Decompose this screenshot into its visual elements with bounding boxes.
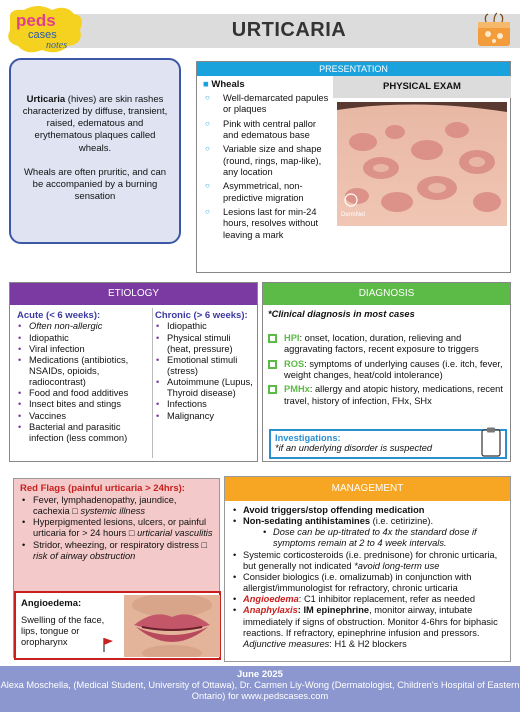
- angioedema-box: [14, 591, 221, 660]
- angioedema-lips-photo: [124, 595, 220, 657]
- title-bar: [58, 14, 520, 48]
- chronic-cause-item: • Physical stimuli (heat, pressure): [155, 333, 255, 355]
- column-divider: [152, 308, 153, 458]
- red-flag-item: [20, 517, 213, 539]
- management-panel: [224, 476, 511, 662]
- acute-title: Acute (< 6 weeks):: [17, 310, 101, 321]
- acute-cause-item: • Viral infection: [17, 344, 151, 355]
- investigations-box: [269, 429, 507, 459]
- history-item: [268, 333, 505, 356]
- chronic-cause-item: • Autoimmune (Lupus, Thyroid disease): [155, 377, 255, 399]
- management-item: • Angioedema: C1 inhibitor replacement, refer as needed: [233, 594, 504, 605]
- history-key: PMHx: [284, 384, 310, 395]
- acute-cause-item: • Medications (antibiotics, NSAIDs, opioids, radiocontrast): [17, 355, 151, 388]
- acute-cause-item: • Vaccines: [17, 411, 151, 422]
- header: [0, 0, 520, 62]
- chronic-list: [155, 321, 255, 421]
- management-item: • Anaphylaxis: IM epinephrine, monitor airway, intubate immediately if signs of obstruction. Monitor 4-6hrs for biphasic reactions. If refractory, epinephrine infusion and pressors. Adjunctive measures: H1 & H2 blockers: [233, 605, 504, 650]
- wheals-list: [203, 93, 329, 241]
- history-item: [268, 384, 505, 407]
- clipboard-icon: [481, 427, 501, 457]
- management-subitem: • Dose can be up-titrated to 4x the standard dose if symptoms remain at 2 to 4 week intervals.: [233, 527, 504, 549]
- history-text: : onset, location, duration, relieving and aggravating factors, recent exposure to triggers: [284, 333, 479, 355]
- presentation-panel: [196, 61, 511, 273]
- diagnosis-heading: DIAGNOSIS: [263, 283, 510, 305]
- chronic-cause-item: • Idiopathic: [155, 321, 255, 332]
- management-item: • Non-sedating antihistamines (i.e. cetirizine).: [233, 516, 504, 527]
- wheals-label: ■ Wheals: [203, 79, 245, 90]
- management-list: [225, 501, 510, 650]
- clinical-diagnosis-note: *Clinical diagnosis in most cases: [268, 309, 415, 319]
- chronic-column: [155, 310, 255, 422]
- pedscases-logo: [4, 2, 88, 58]
- etiology-heading: ETIOLOGY: [10, 283, 257, 305]
- management-heading: MANAGEMENT: [225, 477, 510, 501]
- red-flag-cause: risk of airway obstruction: [33, 550, 136, 561]
- management-item: • Consider biologics (i.e. omalizumab) in conjunction with allergist/immunologist for refractory, chronic urticaria: [233, 572, 504, 594]
- presentation-heading: PRESENTATION: [197, 62, 510, 76]
- diagnosis-panel: [262, 282, 511, 462]
- physical-exam-heading: PHYSICAL EXAM: [333, 76, 511, 98]
- red-flag-text: Hyperpigmented lesions, ulcers, or painful urticaria for > 24 hours □: [33, 517, 207, 539]
- footer-date: June 2025: [237, 669, 283, 680]
- intro-definition: Urticaria (hives) are skin rashes characterized by diffuse, transient, raised, edematous and erythematous plaques called wheals.: [22, 94, 168, 154]
- management-item: • Systemic corticosteroids (i.e. prednisone) for chronic urticaria, but generally not indicated *avoid long-term use: [233, 550, 504, 572]
- wheals-list-item: ○ Pink with central pallor and edematous base: [203, 119, 329, 142]
- etiology-panel: [9, 282, 258, 462]
- management-item: • Avoid triggers/stop offending medication: [233, 505, 504, 516]
- intro-box: [9, 58, 181, 244]
- intro-symptoms: Wheals are often pruritic, and can be accompanied by a burning sensation: [23, 166, 167, 203]
- angioedema-title: Angioedema:: [21, 598, 82, 609]
- chronic-cause-item: • Emotional stimuli (stress): [155, 355, 255, 377]
- dermnet-watermark: DermNet: [341, 212, 366, 218]
- logo-word-cases: cases: [28, 29, 57, 41]
- wheals-list-item: ○ Variable size and shape (round, rings, map-like), any location: [203, 144, 329, 178]
- checkbox-icon: [268, 334, 277, 343]
- acute-cause-item: • Often non-allergic: [17, 321, 151, 332]
- red-flag-item: [20, 495, 213, 517]
- red-flags-list: [20, 495, 213, 562]
- acute-cause-item: • Insect bites and stings: [17, 399, 151, 410]
- investigations-title: Investigations:: [275, 433, 341, 443]
- wheals-list-item: ○ Lesions last for min-24 hours, resolves without leaving a mark: [203, 207, 329, 241]
- red-flag-item: [20, 540, 213, 562]
- red-flag-cause: urticarial vasculitis: [137, 528, 213, 539]
- investigations-text: *if an underlying disorder is suspected: [275, 443, 433, 453]
- wheals-list-item: ○ Well-demarcated papules or plaques: [203, 93, 329, 116]
- skin-layer-icon: [476, 12, 512, 48]
- footer-credits: Alexa Moschella, (Medical Student, University of Ottawa), Dr. Carmen Liy-Wong (Dermatologist, Children's Hospital of Eastern Ontario) for www.pedscases.com: [0, 680, 520, 702]
- acute-cause-item: • Bacterial and parasitic infection (less common): [17, 422, 151, 444]
- acute-cause-item: • Food and food additives: [17, 388, 151, 399]
- history-item: [268, 359, 505, 382]
- acute-list: [17, 321, 151, 444]
- red-flag-icon: [102, 637, 114, 653]
- urticaria-skin-photo: [337, 102, 507, 226]
- chronic-cause-item: • Malignancy: [155, 411, 255, 422]
- history-text: : symptoms of underlying causes (i.e. itch, fever, weight changes, heat/cold intolerance): [284, 358, 503, 380]
- page-title: URTICARIA: [231, 19, 347, 41]
- chronic-title: Chronic (> 6 weeks):: [155, 310, 248, 321]
- history-key: ROS: [284, 358, 305, 369]
- history-list: [263, 333, 510, 407]
- chronic-cause-item: • Infections: [155, 399, 255, 410]
- checkbox-icon: [268, 360, 277, 369]
- footer: [0, 666, 520, 712]
- wheals-section: [197, 76, 335, 244]
- logo-word-notes: notes: [46, 40, 68, 51]
- red-flag-cause: systemic illness: [80, 506, 146, 517]
- acute-column: [17, 310, 151, 444]
- checkbox-icon: [268, 385, 277, 394]
- history-text: : allergy and atopic history, medications, recent travel, history of infection, FHx, SHx: [284, 384, 503, 406]
- angioedema-text: Swelling of the face, lips, tongue or oropharynx: [21, 615, 105, 648]
- wheals-list-item: ○ Asymmetrical, non-predictive migration: [203, 181, 329, 204]
- red-flags-title: Red Flags (painful urticaria > 24hrs):: [20, 483, 185, 494]
- history-key: HPI: [284, 333, 300, 343]
- acute-cause-item: • Idiopathic: [17, 333, 151, 344]
- logo-word-peds: peds: [16, 11, 56, 30]
- red-flag-text: Stridor, wheezing, or respiratory distress □: [33, 539, 208, 550]
- red-flag-text: Fever, lymphadenopathy, jaundice, cachexia □: [33, 495, 177, 517]
